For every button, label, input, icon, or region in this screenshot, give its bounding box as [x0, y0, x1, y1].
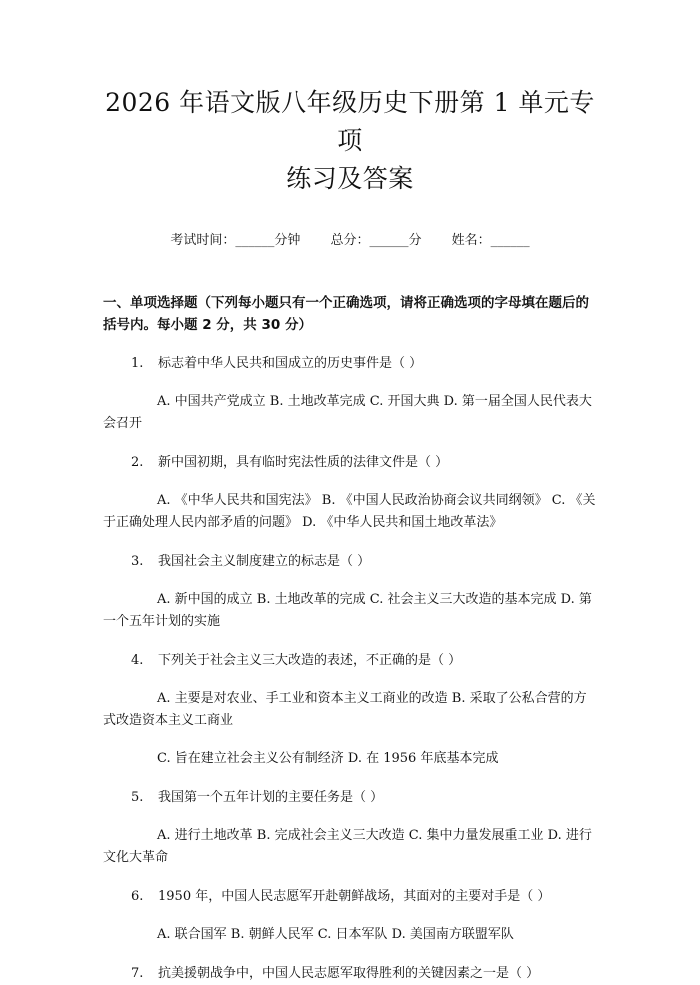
question-number: 5. [131, 790, 144, 805]
question-options: A. 联合国军 B. 朝鲜人民军 C. 日本军队 D. 美国南方联盟军队 [157, 927, 514, 942]
question-text: 1950 年，中国人民志愿军开赴朝鲜战场，其面对的主要对手是（ ） [158, 889, 551, 904]
question-text: 下列关于社会主义三大改造的表述，不正确的是（ ） [158, 653, 462, 668]
question-number: 3. [131, 554, 144, 569]
question-stem [103, 452, 597, 474]
title-line-2: 练习及答案 [286, 164, 414, 193]
total-score-field: 总分：______分 [330, 233, 422, 248]
question-text: 抗美援朝战争中，中国人民志愿军取得胜利的关键因素之一是（ ） [158, 966, 540, 981]
question-text: 标志着中华人民共和国成立的历史事件是（ ） [158, 356, 423, 371]
question-text: 我国社会主义制度建立的标志是（ ） [158, 554, 371, 569]
question-options: A. 主要是对农业、手工业和资本主义工商业的改造 B. 采取了公私合营的方式改造资本主义工商业 [103, 691, 587, 728]
question-number: 6. [131, 889, 144, 904]
question-options: A. 进行土地改革 B. 完成社会主义三大改造 C. 集中力量发展重工业 D. 进行文化大革命 [103, 828, 592, 865]
document-title [103, 0, 597, 198]
question-stem [103, 551, 597, 573]
question-stem [103, 650, 597, 672]
exam-time-field: 考试时间：______分钟 [170, 233, 301, 248]
question-options: A. 中国共产党成立 B. 土地改革完成 C. 开国大典 D. 第一届全国人民代表大会召开 [103, 394, 592, 431]
question-stem [103, 353, 597, 375]
question-stem [103, 963, 597, 985]
question-options: A. 《中华人民共和国宪法》 B. 《中国人民政治协商会议共同纲领》 C. 《关于正确处理人民内部矛盾的问题》 D. 《中华人民共和国土地改革法》 [103, 493, 596, 530]
section-heading: 一、单项选择题（下列每小题只有一个正确选项，请将正确选项的字母填在题后的括号内。每小题 2 分，共 30 分） [103, 295, 589, 333]
question-options: A. 新中国的成立 B. 土地改革的完成 C. 社会主义三大改造的基本完成 D. 第一个五年计划的实施 [103, 592, 592, 629]
student-name-field: 姓名：______ [451, 233, 530, 248]
question-text: 我国第一个五年计划的主要任务是（ ） [158, 790, 384, 805]
question-number: 2. [131, 455, 144, 470]
exam-info [103, 231, 597, 251]
question-text: 新中国初期，具有临时宪法性质的法律文件是（ ） [158, 455, 449, 470]
question-number: 4. [131, 653, 144, 668]
title-line-1: 2026 年语文版八年级历史下册第 1 单元专项 [105, 88, 595, 155]
question-number: 1. [131, 356, 144, 371]
question-options: C. 旨在建立社会主义公有制经济 D. 在 1956 年底基本完成 [157, 751, 499, 766]
question-stem [103, 787, 597, 809]
question-number: 7. [131, 966, 144, 981]
question-list [103, 353, 597, 985]
